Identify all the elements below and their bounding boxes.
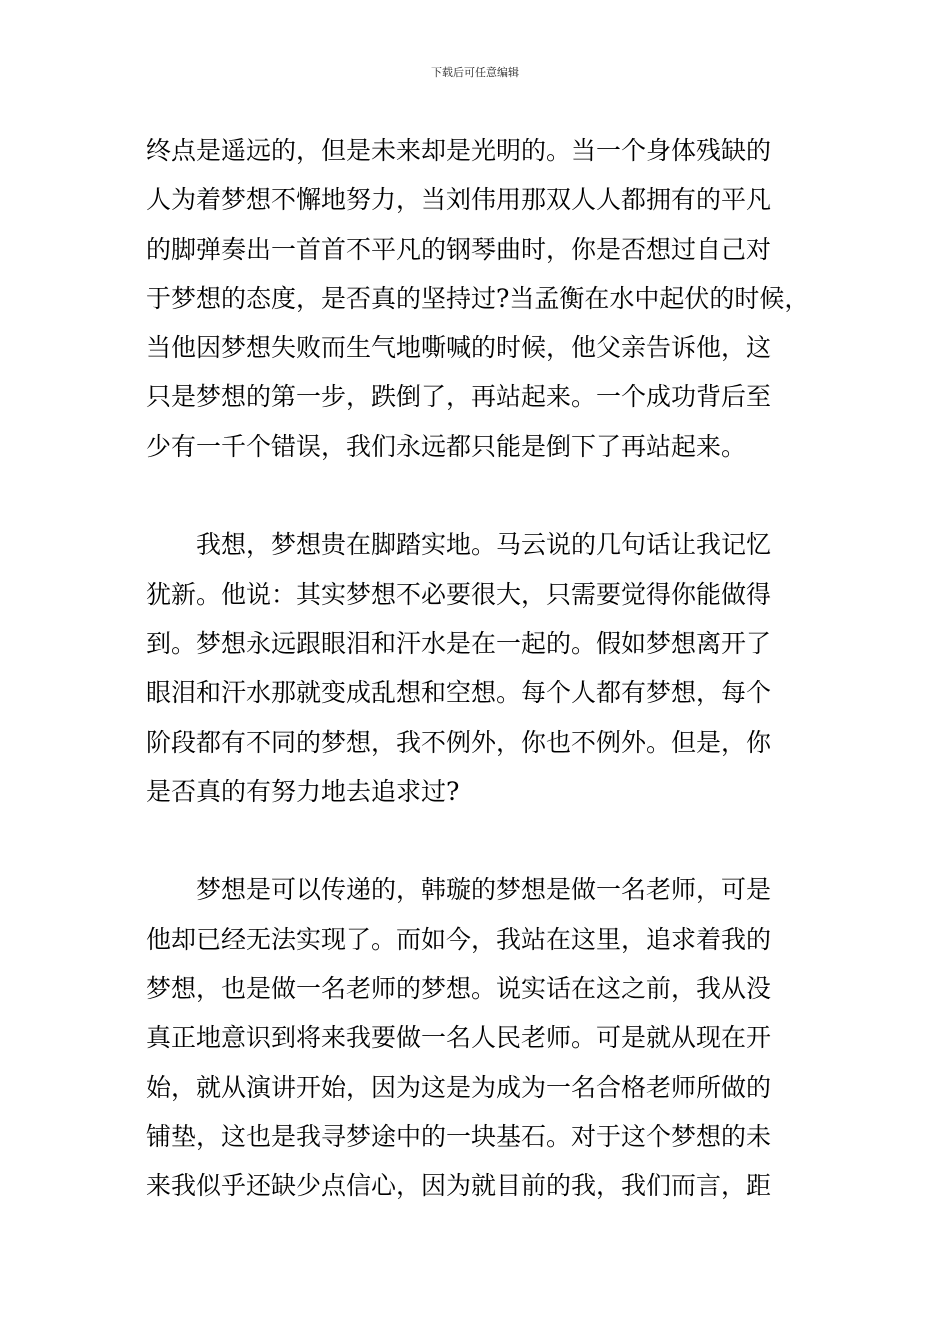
text-line: 始，就从演讲开始，因为这是为成为一名合格老师所做的 [146, 1072, 772, 1102]
text-line: 我想，梦想贵在脚踏实地。马云说的几句话让我记忆 [196, 530, 772, 560]
text-line: 来我似乎还缺少点信心，因为就目前的我，我们而言，距 [146, 1171, 772, 1201]
text-line: 少有一千个错误，我们永远都只能是倒下了再站起来。 [146, 431, 747, 461]
document-body [146, 126, 814, 1211]
page-header: 下载后可任意编辑 [431, 66, 519, 79]
text-line: 于梦想的态度，是否真的坚持过?当孟衡在水中起伏的时候， [146, 283, 810, 313]
text-line: 的脚弹奏出一首首不平凡的钢琴曲时，你是否想过自己对 [146, 234, 772, 264]
paragraph-gap [146, 816, 814, 865]
paragraph [146, 520, 814, 816]
paragraph [146, 865, 814, 1210]
paragraph [146, 126, 814, 471]
text-line: 梦想，也是做一名老师的梦想。说实话在这之前，我从没 [146, 974, 772, 1004]
text-line: 终点是遥远的，但是未来却是光明的。当一个身体残缺的 [146, 136, 772, 165]
text-line: 铺垫，这也是我寻梦途中的一块基石。对于这个梦想的未 [146, 1121, 772, 1151]
text-line: 真正地意识到将来我要做一名人民老师。可是就从现在开 [146, 1023, 772, 1053]
text-line: 阶段都有不同的梦想，我不例外，你也不例外。但是，你 [146, 727, 772, 757]
text-line: 是否真的有努力地去追求过? [146, 776, 460, 806]
text-line: 眼泪和汗水那就变成乱想和空想。每个人都有梦想，每个 [146, 678, 772, 708]
text-line: 他却已经无法实现了。而如今，我站在这里，追求着我的 [146, 924, 772, 954]
paragraph-gap [146, 471, 814, 520]
text-line: 犹新。他说：其实梦想不必要很大，只需要觉得你能做得 [146, 579, 772, 609]
text-line: 梦想是可以传递的，韩璇的梦想是做一名老师，可是 [196, 875, 772, 905]
text-line: 人为着梦想不懈地努力，当刘伟用那双人人都拥有的平凡 [146, 185, 772, 215]
text-line: 到。梦想永远跟眼泪和汗水是在一起的。假如梦想离开了 [146, 628, 772, 658]
text-line: 只是梦想的第一步，跌倒了，再站起来。一个成功背后至 [146, 382, 772, 412]
text-line: 当他因梦想失败而生气地嘶喊的时候，他父亲告诉他，这 [146, 333, 772, 363]
